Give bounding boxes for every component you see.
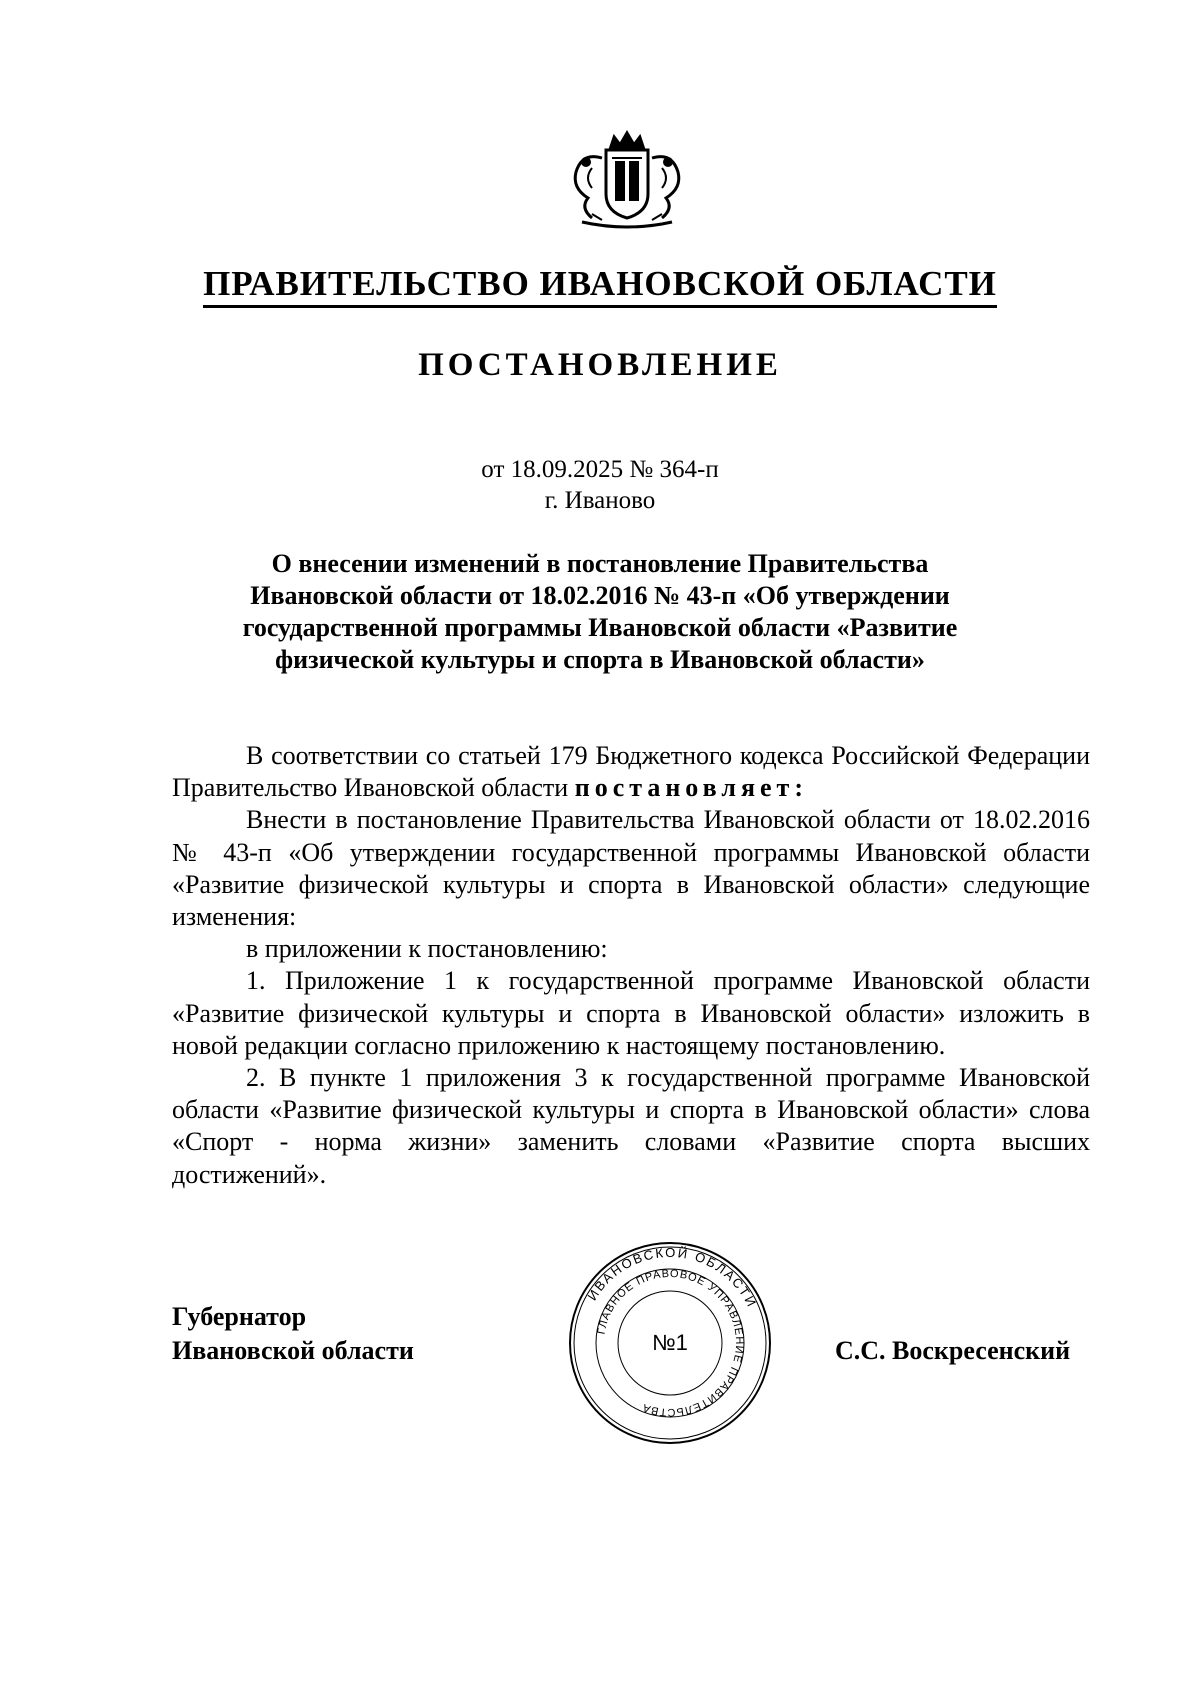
- organization-title-text: ПРАВИТЕЛЬСТВО ИВАНОВСКОЙ ОБЛАСТИ: [203, 264, 997, 308]
- subject-line: физической культуры и спорта в Ивановской области»: [275, 645, 925, 674]
- round-seal-icon: [565, 1238, 775, 1448]
- document-type: ПОСТАНОВЛЕНИЕ: [418, 347, 782, 383]
- seal-outer-text: ИВАНОВСКОЙ ОБЛАСТИ: [584, 1244, 760, 1311]
- date-and-number: от 18.09.2025 № 364-п: [481, 456, 719, 483]
- body-paragraph: в приложении к постановлению:: [246, 934, 608, 964]
- body-paragraph: 2. В пункте 1 приложения 3 к государственной программе Ивановской области «Развитие физической культуры и спорта в Ивановской области» слова «Спорт - норма жизни» заменить словами «Развитие спорта высших достижений».: [172, 1063, 1090, 1189]
- signatory-name: С.С. Воскресенский: [835, 1336, 1071, 1365]
- subject-line: Ивановской области от 18.02.2016 № 43-п «Об утверждении: [250, 581, 950, 610]
- signatory-position-line: Ивановской области: [172, 1336, 414, 1365]
- body-paragraph: Внести в постановление Правительства Ивановской области от 18.02.2016 № 43-п «Об утверждении государственной программы Ивановской области «Развитие физической культуры и спорта в Ивановской области» следующие изменения:: [172, 805, 1090, 932]
- seal-number: №1: [652, 1330, 688, 1355]
- seal-middle-text: ГЛАВНОЕ ПРАВОВОЕ УПРАВЛЕНИЕ ПРАВИТЕЛЬСТВА: [595, 1267, 746, 1419]
- preamble-paragraph: [172, 740, 1090, 804]
- signatory-position-line: Губернатор: [172, 1302, 307, 1331]
- preamble-text: В соответствии со статьей 179 Бюджетного кодекса Российской Федерации Правительство Ивановской области: [172, 741, 1090, 803]
- emblem-graphic: [562, 128, 692, 230]
- coat-of-arms-icon: [562, 128, 692, 230]
- document-body: [172, 740, 1090, 1191]
- document-subject: [190, 548, 1010, 676]
- body-paragraph: 1. Приложение 1 к государственной программе Ивановской области «Развитие физической культуры и спорта в Ивановской области» изложить в новой редакции согласно приложению к настоящему постановлению.: [172, 966, 1090, 1060]
- subject-line: государственной программы Ивановской области «Развитие: [242, 613, 958, 642]
- decree-word: постановляет:: [574, 773, 808, 803]
- signatory-position: [172, 1300, 414, 1368]
- city: г. Иваново: [544, 487, 656, 514]
- organization-title: [0, 262, 1200, 306]
- seal-graphic: [565, 1238, 775, 1448]
- subject-line: О внесении изменений в постановление Правительства: [271, 549, 929, 578]
